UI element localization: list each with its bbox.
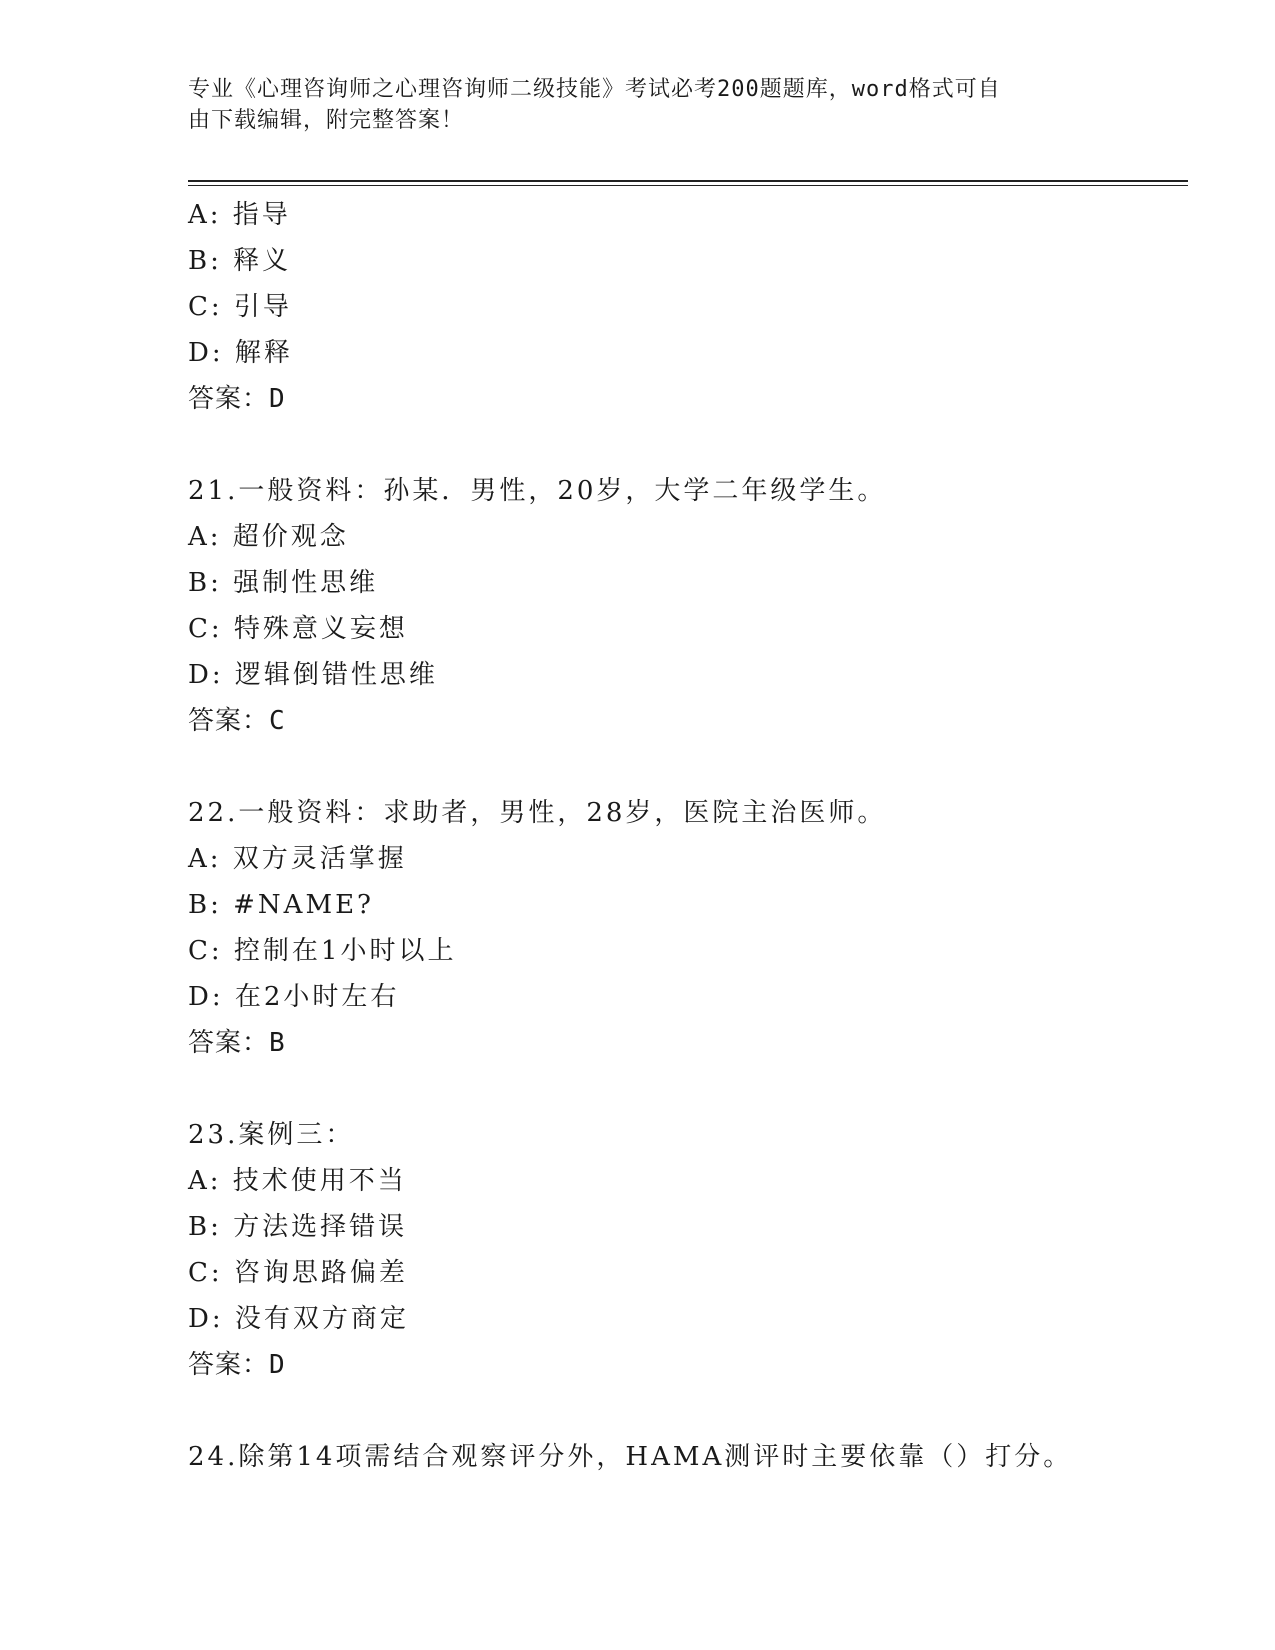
answer-label: 答案：	[188, 706, 270, 736]
answer-line	[188, 1342, 1188, 1388]
question-block-20	[188, 192, 1188, 422]
header-line-1: 专业《心理咨询师之心理咨询师二级技能》考试必考200题题库，word格式可自	[188, 77, 1001, 102]
option-b: B: 强制性思维	[188, 568, 379, 598]
answer-label: 答案：	[188, 1350, 270, 1380]
option-a: A: 超价观念	[188, 522, 349, 552]
option-b: B: 方法选择错误	[188, 1212, 408, 1242]
question-stem-24: 24.除第14项需结合观察评分外，HAMA测评时主要依靠（）打分。	[188, 1442, 1073, 1472]
option-c: C: 控制在1小时以上	[188, 936, 457, 966]
answer-line	[188, 376, 1188, 422]
option-b: B: 释义	[188, 246, 292, 276]
answer-label: 答案：	[188, 1028, 270, 1058]
option-a: A: 指导	[188, 200, 291, 230]
header-divider-thick	[188, 180, 1188, 182]
header-divider-thin	[188, 185, 1188, 186]
answer-value: B	[269, 1028, 286, 1058]
option-a: A: 双方灵活掌握	[188, 844, 407, 874]
header-line-2: 由下载编辑，附完整答案！	[188, 108, 465, 133]
question-list	[188, 192, 1188, 1480]
answer-line	[188, 698, 1188, 744]
answer-label: 答案：	[188, 384, 270, 414]
question-block-22	[188, 790, 1188, 1066]
option-a: A: 技术使用不当	[188, 1166, 407, 1196]
option-d: D: 没有双方商定	[188, 1304, 409, 1334]
answer-line	[188, 1020, 1188, 1066]
answer-value: D	[269, 384, 286, 414]
option-b: B: #NAME?	[188, 890, 374, 920]
answer-value: D	[269, 1350, 286, 1380]
option-c: C: 特殊意义妄想	[188, 614, 408, 644]
question-block-23	[188, 1112, 1188, 1388]
question-stem: 23.案例三：	[188, 1120, 355, 1150]
option-c: C: 咨询思路偏差	[188, 1258, 408, 1288]
document-header	[188, 74, 1088, 136]
question-stem: 21.一般资料：孙某．男性，20岁，大学二年级学生。	[188, 476, 887, 506]
option-c: C: 引导	[188, 292, 292, 322]
answer-value: C	[269, 706, 286, 736]
option-d: D: 在2小时左右	[188, 982, 400, 1012]
question-block-21	[188, 468, 1188, 744]
question-stem: 22.一般资料：求助者，男性，28岁，医院主治医师。	[188, 798, 887, 828]
option-d: D: 逻辑倒错性思维	[188, 660, 438, 690]
option-d: D: 解释	[188, 338, 293, 368]
